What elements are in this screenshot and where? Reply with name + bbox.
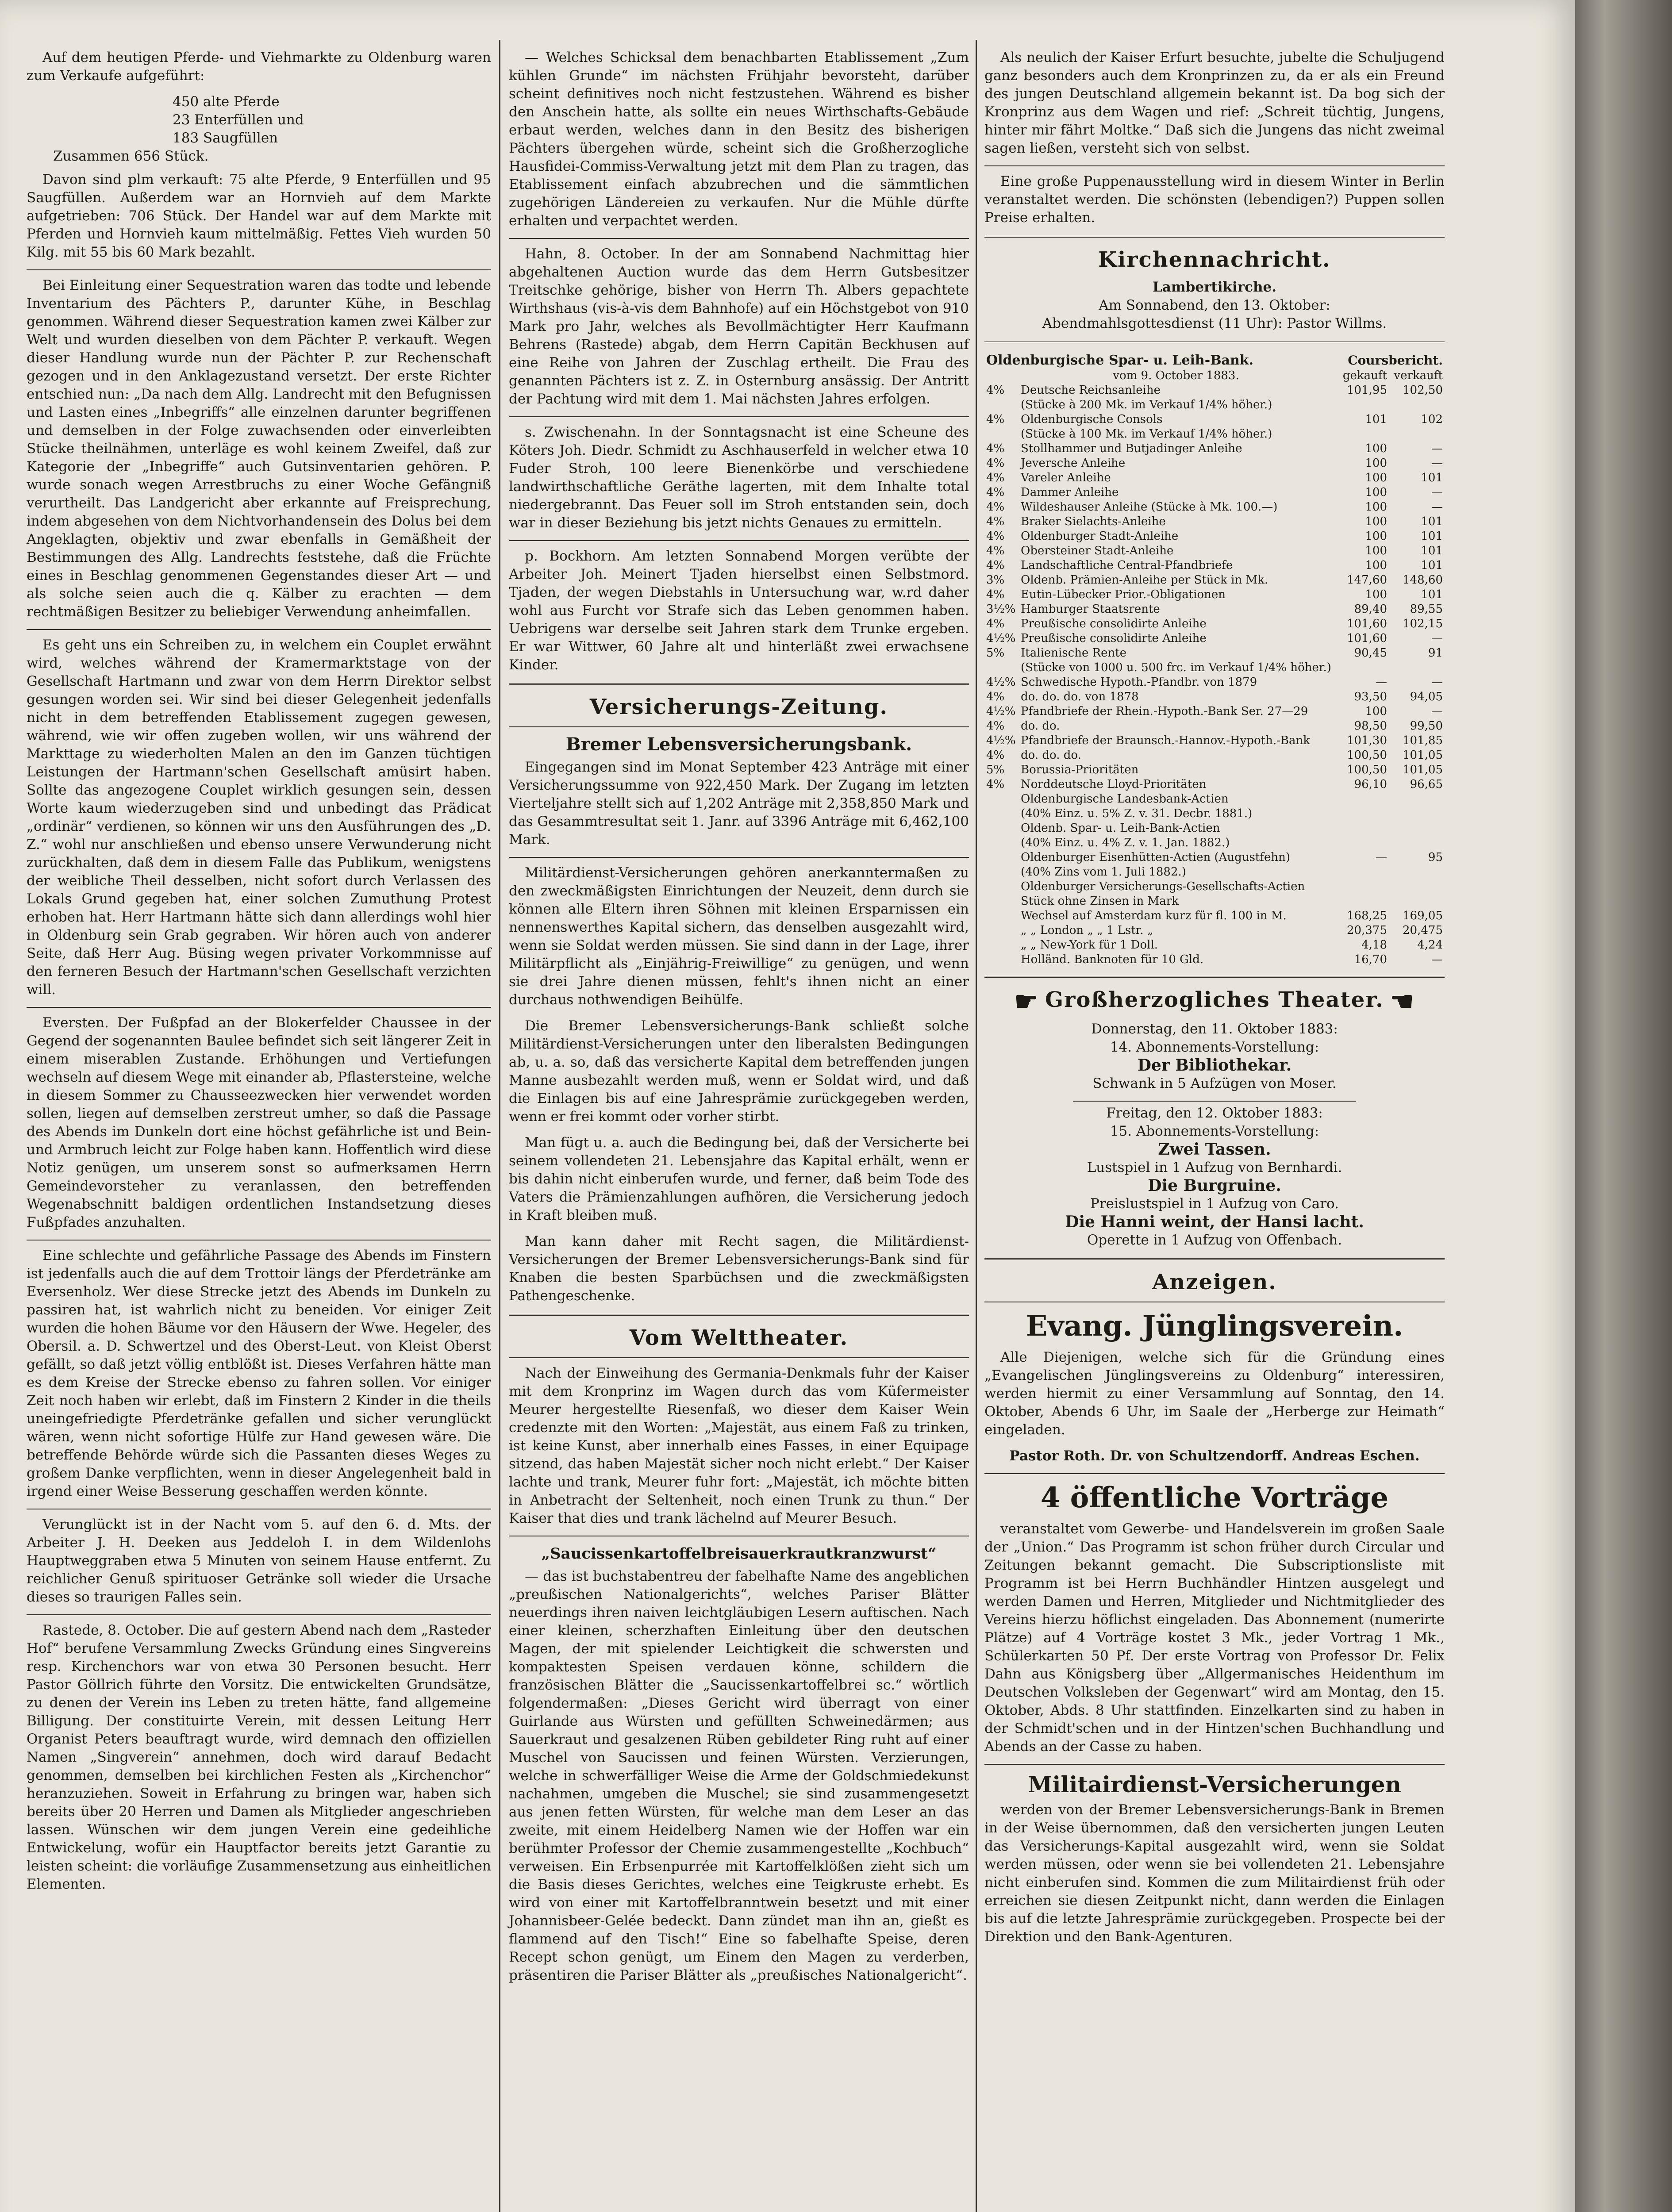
rate-cell [984,894,1019,909]
bank-title: Oldenburgische Spar- u. Leih-Bank. [986,353,1254,368]
table-row [984,938,1445,952]
divider [984,1764,1445,1765]
bought-cell: 90,45 [1354,646,1387,660]
bought-cell: 100 [1365,588,1387,601]
bought-cell: 16,70 [1354,953,1387,966]
show-title: Zwei Tassen. [1158,1140,1271,1159]
section-divider [509,683,969,685]
table-row [984,675,1445,690]
table-row [984,383,1445,398]
theater-title: Großherzogliches Theater. [1045,987,1384,1012]
security-name-cell: Pfandbriefe der Rhein.-Hypoth.-Bank Ser. 27—29 [1021,705,1308,718]
subheading-saucissen: „Saucissenkartoffelbreisauerkrautkranzwurst“ [541,1545,937,1563]
table-row [984,427,1445,442]
ad-heading-militair: Militairdienst-Versicherungen [1028,1771,1401,1797]
divider [509,857,969,858]
bought-cell: 100 [1365,530,1387,543]
security-name-cell: do. do. do. [1021,749,1081,762]
security-name-cell: Norddeutsche Lloyd-Prioritäten [1021,778,1207,791]
church-name: Lambertikirche. [1152,279,1277,295]
security-name-cell: Borussia-Prioritäten [1021,763,1139,776]
rate-cell: 4% [986,617,1005,630]
book-binding [1575,0,1672,2212]
bought-cell: 20,375 [1347,924,1387,937]
security-name-cell: Oldenburger Eisenhütten-Actien (Augustfehn) [1021,851,1291,864]
table-row [984,485,1445,500]
security-name-cell: Oldenburgische Landesbank-Actien [1021,792,1229,806]
market-line: 23 Enterfüllen und [173,112,304,128]
exchange-rows [984,383,1445,967]
security-name-cell: Oldenb. Prämien-Anleihe per Stück in Mk. [1021,573,1268,587]
bought-cell: 147,60 [1347,573,1387,587]
sold-cell: 101 [1421,588,1443,601]
sold-cell: 96,65 [1410,778,1443,791]
article-bremer: Eingegangen sind im Monat September 423 Anträge mit einer Versicherungssumme von 922,450 Mark. Der Zugang im letzten Vierteljahre stellt sich auf 1,202 Anträge mit 2,358,850 Mark und das Gesammtresultat seit 1. Janr. auf 3396 Anträge mit 6,462,100 Mark. [509,759,969,848]
security-name-cell: (40% Zins vom 1. Juli 1882.) [1021,865,1186,879]
bought-cell: 96,10 [1354,778,1387,791]
table-row [984,412,1445,427]
security-name-cell: Preußische consolidirte Anleihe [1021,632,1207,645]
table-row [984,879,1445,894]
rate-cell [984,909,1019,923]
ads-heading: Anzeigen. [1152,1269,1277,1294]
rate-cell [984,836,1019,850]
sold-cell: — [1431,676,1443,689]
article-welttheater: Nach der Einweihung des Germania-Denkmals fuhr der Kaiser mit dem Kronprinz im Wagen durch das vom Küfermeister Meurer hergestellte Riesenfaß, wo dieser dem Kaiser Wein credenzte mit den Worten: „Majestät, aus einem Faß zu trinken, ist keine Kunst, aber innerhalb eines Fasses, in einer Equipage sitzend, das haben Majestät sicher noch nicht erlebt.“ Der Kaiser lachte und trank, Meurer fuhr fort: „Majestät, ich möchte bitten in Anbetracht der Seltenheit, noch einen Trunk zu thun.“ Der Kaiser that dies und trank lächelnd auf Meurer Besuch. [509,1365,969,1526]
bought-cell: 101,60 [1347,632,1387,645]
sold-cell: — [1431,953,1443,966]
table-row [984,573,1445,588]
bought-cell: 101,95 [1347,384,1387,397]
table-row [984,661,1445,675]
article-sequestration: Bei Einleitung einer Sequestration waren das todte und lebende Inventarium des Pächters P., darunter Kühe, in Beschlag genommen. Während dieser Sequestration kamen zwei Kälber zur Welt und wurden dieselben von dem Pächter P. verkauft. Wegen dieser Handlung wurde nun der Pächter P. zur Rechenschaft gezogen und in den Anklagezustand versetzt. Der erste Richter entschied nun: „Da nach dem Allg. Landrecht mit den Befugnissen und Lasten eines „Inbegriffs“ alle einzelnen darunter begriffenen und demselben in der Folge zuwachsenden oder einverleibten Stücke theilnähmen, unterläge es wohl keinem Zweifel, daß zur Kategorie der „Inbegriffe“ auch Gutsinventarien gehören. P. wurde sonach wegen Arrestbruchs zu einer Woche Gefängniß verurtheilt. Das Landgericht aber erkannte auf Freisprechung, indem abgesehen von dem Nichtvorhandensein des Dolus bei dem Angeklagten, objektiv und zwar ebenfalls in Gemäßheit der Bestimmungen des Allg. Landrechts feststehe, daß die Früchte eines in Beschlag genommenen Gegenstandes dieser Art — und als solche seien auch die q. Kälber zu erachten — dem rechtmäßigen Besitzer zu beliebiger Verwendung anheimfallen. [27,277,491,620]
pointing-hand-icon: ☚ [1390,986,1415,1017]
show-description: Schwank in 5 Aufzügen von Moser. [1092,1075,1337,1091]
section-divider [984,1258,1445,1260]
security-name-cell: do. do. [1021,719,1060,733]
divider [27,1007,491,1008]
rate-cell: 4½% [986,734,1016,747]
show-subscription: 14. Abonnements-Vorstellung: [1110,1039,1319,1055]
table-row [984,733,1445,748]
rate-cell: 4% [986,559,1005,572]
sold-cell [1389,836,1445,850]
rate-cell: 4% [986,413,1005,426]
sold-cell [1389,894,1445,909]
bought-cell: 100 [1365,544,1387,557]
table-row [984,865,1445,879]
divider [27,1614,491,1615]
table-header [984,352,1445,369]
security-name-cell: (Stücke à 100 Mk. im Verkauf 1/4% höher.) [1021,427,1272,441]
sold-cell: — [1431,486,1443,499]
sold-cell [1389,792,1445,806]
security-name-cell: Schwedische Hypoth.-Pfandbr. von 1879 [1021,676,1257,689]
sold-cell: 169,05 [1403,909,1443,922]
bought-cell [1333,806,1389,821]
sold-cell: 101,05 [1403,749,1443,762]
rate-cell: 4% [986,515,1005,528]
security-name-cell: Oldenburgische Consols [1021,413,1163,426]
security-name-cell: Preußische consolidirte Anleihe [1021,617,1207,630]
article-puppen: Eine große Puppenausstellung wird in diesem Winter in Berlin veranstaltet werden. Die schönsten (lebendigen?) Puppen sollen Preise erhalten. [984,173,1445,226]
bought-cell: 101,30 [1347,734,1387,747]
table-row [984,763,1445,777]
ad-verein-signatures: Pastor Roth. Dr. von Schultzendorff. Andreas Eschen. [1009,1448,1420,1464]
security-name-cell: Hamburger Staatsrente [1021,603,1160,616]
bought-cell: 101,60 [1347,617,1387,630]
sold-cell: 94,05 [1410,690,1443,703]
exchange-table [984,352,1445,967]
sold-cell: — [1431,457,1443,470]
table-row [984,544,1445,558]
sold-cell [1389,821,1445,836]
table-row [984,792,1445,806]
table-row [984,515,1445,529]
sold-cell: 101 [1421,559,1443,572]
table-row [984,850,1445,865]
ad-militair-text: werden von der Bremer Lebensversicherungs-Bank in Bremen in der Weise übernommen, daß den versicherten jungen Leuten das Versicherungs-Kapital ausgezahlt wird, wenn sie Soldat werden müssen, oder wenn sie bei vollendeten 21. Lebensjahre nicht einberufen sind. Kommen die zum Militairdienst früh oder erreichen sie diesen Zeitpunkt nicht, dann werden die Einlagen bis auf die letzte Jahresprämie zurückgegeben. Prospecte bei der Direktion und den Bank-Agenturen. [984,1801,1445,1945]
bought-cell [1333,661,1389,675]
sold-cell: — [1431,500,1443,514]
show-title: Die Hanni weint, der Hansi lacht. [1065,1212,1364,1231]
article-militaer: Militärdienst-Versicherungen gehören anerkanntermaßen zu den zweckmäßigsten Einrichtungen der Neuzeit, denn durch sie können alle Eltern ihren Söhnen mit kleinen Ersparnissen ein nennenswerthes Kapital sichern, das denselben ausgezahlt wird, wenn sie Soldat werden müssen. Sie sind dann in der Lage, ihrer Militärpflicht als „Einjährig-Freiwillige“ zu genügen, und wenn sie drei Jahre dienen müssen, fehlt's ihnen nicht an einer durchaus nothwendigen Beihülfe. [509,865,969,1008]
sold-cell [1389,806,1445,821]
sold-cell: 101 [1421,544,1443,557]
market-intro: Auf dem heutigen Pferde- und Viehmarkte zu Oldenburg waren zum Verkaufe aufgeführt: [27,50,491,84]
article-rastede: Rastede, 8. October. Die auf gestern Abend nach dem „Rasteder Hof“ berufene Versammlung Zwecks Gründung eines Singvereins resp. Kirchenchors war von etwa 30 Personen besucht. Herr Pastor Göllrich führte den Vorsitz. Die entwickelten Grundsätze, zu denen der Verein ins Leben zu treten hätte, fand allgemeine Billigung. Der constituirte Verein, mit dessen Leitung Herr Organist Peters beauftragt wurde, wird demnach den offiziellen Namen „Singverein“ annehmen, doch wird darauf Bedacht genommen, demselben bei kirchlichen Festen als „Kirchenchor“ heranzuziehen. Soweit in Erfahrung zu bringen war, haben sich bereits über 20 Herren und Damen als Mitglieder angeschrieben lassen. Wünschen wir dem jungen Verein eine gedeihliche Entwickelung, wofür ein Hauptfactor bereits jetzt Garantie zu leisten scheint: die vorläufige Zusammensetzung aus einheitlichen Elementen. [27,1622,491,1892]
show-title: Der Bibliothekar. [1137,1056,1292,1075]
ad-heading-verein: Evang. Jünglingsverein. [1026,1309,1403,1343]
security-name-cell: Landschaftliche Central-Pfandbriefe [1021,559,1233,572]
rate-cell: 4% [986,384,1005,397]
bought-cell: 100 [1365,486,1387,499]
bought-cell: 100 [1365,471,1387,484]
sold-cell [1389,879,1445,894]
church-date: Am Sonnabend, den 13. Oktober: [1099,297,1330,313]
security-name-cell: Braker Sielachts-Anleihe [1021,515,1166,528]
theater-heading [984,987,1445,1015]
section-heading-kirche: Kirchennachricht. [1098,247,1331,272]
sold-cell: — [1431,442,1443,455]
security-name-cell: „ „ New-York für 1 Doll. [1021,938,1158,952]
sold-cell: 101 [1421,471,1443,484]
rate-cell: 4% [986,530,1005,543]
sold-cell: 89,55 [1410,603,1443,616]
table-row [984,719,1445,733]
bought-cell: 168,25 [1347,909,1387,922]
sold-cell: 101,05 [1403,763,1443,776]
table-row [984,836,1445,850]
rate-cell [984,923,1019,938]
column-1 [27,49,491,1901]
rate-cell: 4½% [986,676,1016,689]
sold-cell: 99,50 [1410,719,1443,733]
church-service: Abendmahlsgottesdienst (11 Uhr): Pastor Willms. [1042,315,1387,331]
table-row [984,500,1445,515]
exchange-report-label: Coursbericht. [1348,353,1443,368]
sold-cell: 101,85 [1403,734,1443,747]
security-name-cell: Eutin-Lübecker Prior.-Obligationen [1021,588,1226,601]
bought-cell [1333,427,1389,442]
table-row [984,777,1445,792]
article-eversten: Eversten. Der Fußpfad an der Blokerfelder Chaussee in der Gegend der sogenannten Baulee befindet sich seit längerer Zeit in einem miserablen Zustande. Erhöhungen und Vertiefungen wechseln auf diesem Wege mit einander ab, Pflastersteine, welche in diesem Sommer zu Chausseezwecken hier verwendet worden sollen, liegen auf demselben zerstreut umher, so daß die Passage des Abends im Dunkeln dort eine höchst gefährliche ist und Bein- und Armbruch leicht zur Folge haben kann. Hoffentlich wird diese Notiz genügen, um unserem sonst so aufmerksamen Herrn Gemeindevorsteher zu veranlassen, den betreffenden Wegenabschnitt baldigen ordentlichen Instandsetzung dieses Fußpfades anzuhalten. [27,1015,491,1230]
security-name-cell: do. do. do. von 1878 [1021,690,1139,703]
sold-cell: 95 [1428,851,1443,864]
rate-cell: 4½% [986,705,1016,718]
sold-cell: 148,60 [1403,573,1443,587]
rate-cell: 4% [986,471,1005,484]
table-row [984,748,1445,763]
table-row [984,456,1445,471]
rate-cell [984,821,1019,836]
security-name-cell: Holländ. Banknoten für 10 Gld. [1021,953,1204,966]
table-row [984,952,1445,967]
table-row [984,690,1445,704]
security-name-cell: Oldenburger Stadt-Anleihe [1021,530,1179,543]
table-row [984,704,1445,719]
sold-cell [1389,398,1445,412]
divider [509,416,969,417]
table-row [984,631,1445,646]
table-row [984,398,1445,412]
table-row [984,442,1445,456]
section-heading-versicherung: Versicherungs-Zeitung. [589,695,888,719]
sold-cell: — [1431,632,1443,645]
sold-cell [1389,661,1445,675]
rate-cell: 4% [986,457,1005,470]
ad-vortraege-text: veranstaltet vom Gewerbe- und Handelsverein im großen Saale der „Union.“ Das Programm ist schon früher durch Circular und Zeitungen bekannt gemacht. Die Subscriptionsliste mit Programm ist bei Herrn Buchhändler Hintzen ausgelegt und werden Damen und Herren, Mitglieder und Nichtmitglieder des Vereins hierzu höflichst eingeladen. Das Abonnement (numerirte Plätze) auf 4 Vorträge kostet 3 Mk., jeder Vortrag 1 Mk., Schülerkarten 50 Pf. Der erste Vortrag von Professor Dr. Felix Dahn aus Königsberg über „Allgermanisches Heidenthum im Deutschen Volksleben der Gegenwart“ wird am Montag, den 15. Oktober, Abds. 8 Uhr stattfinden. Einzelkarten sind zu haben in der Schmidt'schen und in der Hintzen'schen Buchhandlung und Abends an der Casse zu haben. [984,1521,1445,1755]
col-header-bought: gekauft [1342,369,1387,382]
bought-cell: 89,40 [1354,603,1387,616]
bought-cell: 100 [1365,515,1387,528]
show-date: Freitag, den 12. Oktober 1883: [1106,1105,1323,1121]
security-name-cell: (Stücke à 200 Mk. im Verkauf 1/4% höher.) [1021,398,1272,411]
security-name-cell: (40% Einz. u. 5% Z. v. 31. Decbr. 1881.) [1021,807,1253,820]
article-passage: Eine schlechte und gefährliche Passage des Abends im Finstern ist jedenfalls auch die auf dem Trottoir längs der Pferdetränke am Eversenholz. Wer diese Strecke jetzt des Abends im Dunkeln zu passiren hat, ist wahrlich nicht zu beneiden. Vor einiger Zeit wurden die hohen Bäume vor den Häusern der Wwe. Hegeler, des Obersil. a. D. Schwertzel und des Oberst-Leut. von Kleist Oberst gefällt, so daß jetzt völlig entblößt ist. Dieses Verfahren hätte man es dem Kreise der Strecke ebenso zu fahren sollen. Vor einiger Zeit noch haben wir erlebt, daß im Finstern 2 Kinder in die theils uneingefriedigte Pferdetränke gefallen und sicher verunglückt wären, wenn nicht sofortige Hülfe zur Hand gewesen wäre. Die betreffende Behörde würde sich die Passanten dieses Weges zu großem Danke verpflichten, wenn in dieser Angelegenheit bald in irgend einer Weise Besserung geschaffen werden könnte. [27,1248,491,1499]
bought-cell: 100,50 [1347,749,1387,762]
bought-cell: 100,50 [1347,763,1387,776]
table-row [984,821,1445,836]
rate-cell: 4% [986,690,1005,703]
sold-cell: 102,50 [1403,384,1443,397]
divider [984,1473,1445,1474]
show-description: Lustspiel in 1 Aufzug von Bernhardi. [1087,1159,1342,1175]
bought-cell: 100 [1365,442,1387,455]
table-subheader [984,369,1445,383]
security-name-cell: Oldenb. Spar- u. Leih-Bank-Actien [1021,822,1220,835]
table-row [984,602,1445,617]
security-name-cell: Pfandbriefe der Braunsch.-Hannov.-Hypoth.-Bank [1021,734,1310,747]
table-row [984,529,1445,544]
sold-cell: 102 [1421,413,1443,426]
show-subscription: 15. Abonnements-Vorstellung: [1110,1123,1319,1139]
security-name-cell: (40% Einz. u. 4% Z. v. 1. Jan. 1882.) [1021,836,1230,849]
rate-cell: 4% [986,544,1005,557]
security-name-cell: Stollhammer und Butjadinger Anleihe [1021,442,1242,455]
bought-cell: 100 [1365,559,1387,572]
bought-cell: 100 [1365,705,1387,718]
table-row [984,894,1445,909]
table-row [984,806,1445,821]
ad-heading-vortraege: 4 öffentliche Vorträge [1040,1481,1389,1514]
security-name-cell: (Stücke von 1000 u. 500 frc. im Verkauf 1/4% höher.) [1021,661,1331,674]
column-3 [984,49,1445,1954]
rate-cell: 4% [986,588,1005,601]
article-zwischenahn: s. Zwischenahn. In der Sonntagsnacht ist eine Scheune des Köters Joh. Diedr. Schmidt zu Aschhauserfeld in welcher etwa 10 Fuder Stroh, 100 leere Bienenkörbe und verschiedene landwirthschaftliche Geräthe lagerten, mit dem Inhalte total niedergebrannt. Das Feuer soll im Stroh entstanden sein, doch war in dieser Beziehung bis jetzt nichts Genaues zu ermitteln. [509,424,969,531]
article-schreiben: Es geht uns ein Schreiben zu, in welchem ein Couplet erwähnt wird, welches während der Kramermarktstage von der Gesellschaft Hartmann und zwar von dem Herrn Direktor selbst gesungen worden sei. Wir sind bei dieser Gelegenheit jedenfalls nicht in dem betreffenden Etablissement zugegen gewesen, während, wie wir offen zugeben wollen, wir uns während der Markttage zu wiederholten Malen an den im Ganzen tüchtigen Leistungen der Hartmann'schen Gesellschaft amüsirt haben. Sollte das angezogene Couplet wirklich gesungen sein, dessen Worte kaum wiederzugeben sind und unbedingt das Prädicat „ordinär“ verdienen, so können wir uns den Ausführungen des „D. Z.“ wohl nur anschließen und ebenso unsere Verwunderung nicht zurückhalten, daß dem in diesem Falle das Publikum, wenigstens der weibliche Theil desselben, nicht sofort durch Verlassen des Lokals Grund gegeben hat, einer solchen Zumuthung Protest erhoben hat. Herr Hartmann hätte sich dann allerdings wohl hier in Oldenburg sein Grab gegraben. Wir hören auch von anderer Seite, daß Herr Aug. Büsing wegen privater Vorkommnisse auf den ferneren Besuch der Hartmann'schen Gesellschaft verzichten will. [27,637,491,998]
divider [509,1357,969,1358]
sold-cell: 91 [1428,646,1443,660]
bought-cell [1333,398,1389,412]
bought-cell [1333,821,1389,836]
rate-cell: 3% [986,573,1005,587]
divider [984,165,1445,166]
bought-cell: — [1376,851,1387,864]
rate-cell: 4½% [986,632,1016,645]
divider [509,238,969,239]
divider [509,726,969,727]
section-divider [984,236,1445,238]
bought-cell: 101 [1365,413,1387,426]
table-row [984,923,1445,938]
bought-cell [1333,865,1389,879]
rate-cell [984,661,1019,675]
article-militaer-4: Man kann daher mit Recht sagen, die Militärdienst-Versicherungen der Bremer Lebensversicherungs-Bank sind für Knaben die besten Sparbüchsen und die zweckmäßigsten Pathengeschenke. [509,1233,969,1304]
article-militaer-3: Man fügt u. a. auch die Bedingung bei, daß der Versicherte bei seinem vollendeten 21. Lebensjahre das Kapital erhält, wenn er bis dahin nicht einberufen wurde, und ferner, daß beim Tode des Vaters die Prämienzahlungen aufhören, die Versicherung jedoch in Kraft bleiben muß. [509,1135,969,1223]
security-name-cell: Oldenburger Versicherungs-Gesellschafts-Actien [1021,880,1305,893]
rate-cell [984,879,1019,894]
sold-cell: 101 [1421,530,1443,543]
show-title: Die Burgruine. [1148,1176,1281,1195]
bank-date: vom 9. October 1883. [1113,369,1239,382]
article-hahn: Hahn, 8. October. In der am Sonnabend Nachmittag hier abgehaltenen Auction wurde das dem Herrn Gutsbesitzer Treitschke gehörige, bisher von Herrn Th. Albers gepachtete Wirthshaus (vis-à-vis dem Bahnhofe) auf ein Höchstgebot von 910 Mark pro Jahr, welches als Bevollmächtigter Herr Kaufmann Behrens (Rastede) abgab, dem Herrn Capitän Beckhusen auf eine Reihe von Jahren der Zuschlag ertheilt. Die Frau des genannten Pächters ist z. Z. in Osternburg ansässig. Der Antritt der Pachtung wird mit dem 1. Mai nächsten Jahres erfolgen. [509,246,969,407]
column-rule [976,40,977,2212]
bought-cell: 93,50 [1354,690,1387,703]
column-2 [509,49,969,1993]
subheading-bremer: Bremer Lebensversicherungsbank. [565,734,912,755]
rate-cell [984,952,1019,967]
bought-cell [1333,792,1389,806]
bought-cell: 98,50 [1354,719,1387,733]
section-divider [984,976,1445,978]
rate-cell [984,398,1019,412]
show-description: Operette in 1 Aufzug von Offenbach. [1087,1232,1342,1248]
sold-cell: 20,475 [1403,924,1443,937]
article-militaer-2: Die Bremer Lebensversicherungs-Bank schließt solche Militärdienst-Versicherungen unter den liberalsten Bedingungen ab, u. a. so, daß das versicherte Kapital dem betreffenden jungen Manne ausbezahlt werden muß, wenn er Soldat wird, und daß die Einlagen bis auf eine Jahresprämie zurückgegeben werden, wenn er frei kommt oder vorher stirbt. [509,1018,969,1125]
bought-cell: 4,18 [1361,938,1387,952]
section-divider [984,342,1445,343]
sold-cell [1389,427,1445,442]
bought-cell: 100 [1365,500,1387,514]
rate-cell: 4% [986,442,1005,455]
security-name-cell: Stück ohne Zinsen in Mark [1021,895,1179,908]
section-divider [509,1314,969,1316]
ad-verein-text: Alle Diejenigen, welche sich für die Gründung eines „Evangelischen Jünglingsvereins zu Oldenburg“ interessiren, werden hiermit zu einer Versammlung auf Sonntag, den 14. Oktober, Abends 6 Uhr, im Saale der „Herberge zur Heimath“ eingeladen. [984,1349,1445,1438]
divider [27,269,491,270]
bought-cell [1333,879,1389,894]
article-saucissen: — das ist buchstabentreu der fabelhafte Name des angeblichen „preußischen Nationalgerichts“, welches Pariser Blätter neuerdings ihren naiven leichtgläubigen Lesern auftischen. Nach einer kleinen, scherzhaften Einleitung über den deutschen Magen, der mit spielender Leichtigkeit die schwersten und kompaktesten Speisen verdauen könne, schildern die französischen Blätter die „Saucissenkartoffelbrei sc.“ wörtlich folgendermaßen: „Dieses Gericht wird überragt von einer Guirlande aus Würsten und gefüllten Schweinedärmen; aus Sauerkraut und gesalzenen Rüben gebildeter Ring ruht auf einer Muschel von Saucissen und feinen Würsten. Verzierungen, welche in schwerfälliger Weise die Arme der Goldschmiedekunst nachahmen, umgeben die Muschel; sie sind zusammengesetzt aus jenen fetten Würsten, für welche man dem Leser an das zweite, mit einem Heidelberg Namen wie der Hoffen war ein berühmter Professor der Chemie zusammengestellte „Kochbuch“ verweisen. Ein Erbsenpurrée mit Kartoffelklößen zieht sich um die Basis dieses Gerichtes, welches eine Teigkruste erhebt. Es wird von einer mit Kartoffelbranntwein besetzt und mit einer Johannisbeer-Gelée bedeckt. Dann zündet man ihn an, gießt es flammend auf den Tisch!“ Eine so fabelhafte Speise, deren Recept schon genügt, um Einem den Magen zu verderben, präsentiren die Pariser Blätter als „preußisches Nationalgericht“. [509,1568,969,1983]
rate-cell: 5% [986,646,1005,660]
rate-cell: 4% [986,500,1005,514]
divider [509,540,969,541]
market-line: 450 alte Pferde [173,94,280,110]
security-name-cell: Italienische Rente [1021,646,1127,660]
table-row [984,646,1445,661]
article-schicksal: — Welches Schicksal dem benachbarten Etablissement „Zum kühlen Grunde“ im nächsten Frühjahr bevorsteht, darüber scheint definitives noch nicht festzustehen. Während es bisher den Anschein hatte, als sollte ein neues Wirthschafts-Gebäude erbaut werden, welches dann in den Besitz des bisherigen Pächters übergehen würde, scheint sich die Großherzogliche Hausfidei-Commiss-Verwaltung jetzt mit dem Plan zu tragen, das Etablissement einfach abzubrechen und die sämmtlichen zugehörigen Ländereien zu verkaufen. Nur die Mühle dürfte erhalten und verpachtet werden. [509,50,969,229]
divider [27,629,491,630]
security-name-cell: Jeversche Anleihe [1021,457,1126,470]
rate-cell [984,427,1019,442]
rate-cell [984,806,1019,821]
sold-cell: 102,15 [1403,617,1443,630]
market-report: Davon sind plm verkauft: 75 alte Pferde, 9 Enterfüllen und 95 Saugfüllen. Außerdem war an Hornvieh auf dem Markte aufgetrieben: 706 Stück. Der Handel war auf dem Markte mit Pferden und Hornvieh kaum mittelmäßig. Fettes Vieh wurden 50 Kilg. mit 55 bis 60 Mark bezahlt. [27,172,491,260]
bought-cell: 100 [1365,457,1387,470]
table-row [984,909,1445,923]
table-row [984,588,1445,602]
rate-cell [984,865,1019,879]
sold-cell [1389,865,1445,879]
rate-cell: 4% [986,778,1005,791]
rate-cell: 4% [986,719,1005,733]
sold-cell: 101 [1421,515,1443,528]
column-rule [499,40,500,2212]
article-kaiser: Als neulich der Kaiser Erfurt besuchte, jubelte die Schuljugend ganz besonders auch dem Kronprinzen zu, da er als ein Freund des jungen Deutschland allgemein bekannt ist. Da bog sich der Kronprinz aus dem Wagen und rief: „Schreit tüchtig, Jungens, hinter mir fährt Moltke.“ Daß sich die Jungens das nicht zweimal sagen ließen, versteht sich von selbst. [984,50,1445,156]
article-verungluckt: Verunglückt ist in der Nacht vom 5. auf den 6. d. Mts. der Arbeiter J. H. Deeken aus Jeddeloh I. in dem Wildenlohs Hauptweggraben etwa 5 Minuten von seinem Hause entfernt. Zu reichlicher Genuß spirituoser Getränke soll wieder die Ursache dieses so traurigen Falles sein. [27,1517,491,1605]
security-name-cell: Obersteiner Stadt-Anleihe [1021,544,1174,557]
bought-cell [1333,836,1389,850]
table-row [984,471,1445,485]
table-row [984,558,1445,573]
pointing-hand-icon: ☛ [1014,986,1039,1017]
market-line: 183 Saugfüllen [173,130,278,146]
rate-cell [984,938,1019,952]
security-name-cell: Wildeshauser Anleihe (Stücke à Mk. 100.—) [1021,500,1278,514]
market-total: Zusammen 656 Stück. [53,148,209,164]
bought-cell [1333,894,1389,909]
col-header-sold: verkauft [1394,369,1443,382]
show-date: Donnerstag, den 11. Oktober 1883: [1091,1021,1338,1037]
rate-cell [984,792,1019,806]
rate-cell: 4% [986,486,1005,499]
table-row [984,617,1445,631]
rate-cell: 5% [986,763,1005,776]
sold-cell: — [1431,705,1443,718]
rate-cell: 3½% [986,603,1016,616]
rate-cell [984,850,1019,865]
security-name-cell: Dammer Anleihe [1021,486,1119,499]
sold-cell: 4,24 [1417,938,1443,952]
security-name-cell: Wechsel auf Amsterdam kurz für fl. 100 in M. [1021,909,1287,922]
security-name-cell: Vareler Anleihe [1021,471,1111,484]
security-name-cell: Deutsche Reichsanleihe [1021,384,1161,397]
bought-cell: — [1376,676,1387,689]
section-heading-welttheater: Vom Welttheater. [629,1325,849,1350]
show-description: Preislustspiel in 1 Aufzug von Caro. [1090,1195,1339,1212]
divider [1073,1101,1356,1102]
article-bockhorn: p. Bockhorn. Am letzten Sonnabend Morgen verübte der Arbeiter Joh. Meinert Tjaden hierselbst einen Selbstmord. Tjaden, der wegen Diebstahls in Untersuchung war, w.rd daher wohl aus Furcht vor Strafe sich das Leben genommen haben. Uebrigens war derselbe seit Jahren stark dem Trunke ergeben. Er war Wittwer, 60 Jahre alt und hinterläßt zwei erwachsene Kinder. [509,548,969,673]
rate-cell: 4% [986,749,1005,762]
security-name-cell: „ „ London „ „ 1 Lstr. „ [1021,924,1153,937]
